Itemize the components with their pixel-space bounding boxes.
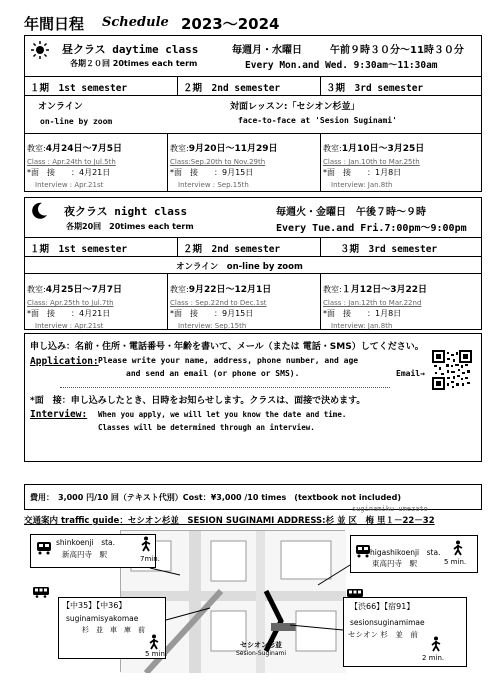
day-days: 毎週月・水曜日 xyxy=(232,45,302,56)
class-dates-en: Class : Jan.10th to Mar.25th xyxy=(323,158,420,166)
interview-date: *面 接 ：4月21日 xyxy=(27,168,111,177)
night-online: オンライン on-line by zoom xyxy=(176,262,303,272)
class-dates: 4月24日～7月5日 xyxy=(45,144,123,154)
station-1-walk: 7min. xyxy=(140,555,160,563)
class-dates-en: Class : Apr.24th to Jul.5th xyxy=(27,158,116,166)
bus-stop-1-walk: 5 min. xyxy=(145,650,168,658)
interview-date: *面 接 ：1月8日 xyxy=(323,168,402,177)
day-online-label: オンライン xyxy=(38,102,83,112)
day-time: 午前９時３０分～11時３０分 xyxy=(330,45,464,56)
interview-date: *面 接 ：1月8日 xyxy=(323,309,402,318)
page-subtitle: Schedule xyxy=(102,15,169,30)
class-dates: 9月20日～11月29日 xyxy=(188,144,278,154)
night-term-1-label: １期 1st semester xyxy=(30,244,128,255)
apply-text-en-1: Please write your name, address, phone number, and age xyxy=(98,356,359,365)
night-count: 各期20回 20times each term xyxy=(66,222,194,231)
station-1-jp: 新高円寺 駅 xyxy=(62,550,107,559)
interview-date: *面 接 ：9月15日 xyxy=(170,168,254,177)
interview-text-en-1: When you apply, we will let you know the date and time. xyxy=(98,410,347,419)
page-years: 2023～2024 xyxy=(181,15,280,33)
station-2-walk: 5 min. xyxy=(444,558,467,566)
day-term-3-label: ３期 3rd semester xyxy=(326,83,424,94)
bus-stop-2-en: sesionsuginamimae xyxy=(350,618,425,627)
station-1-en: shinkoenji sta. xyxy=(56,538,116,547)
classroom-label: 教室: xyxy=(323,144,342,153)
day-title: 昼クラス daytime class xyxy=(62,43,199,56)
class-dates: 9月22日～12月1日 xyxy=(188,285,272,295)
map-label: セシオン杉並 xyxy=(240,641,282,649)
classroom-label: 教室: xyxy=(170,144,189,153)
interview-jp: *面 接：申し込みしたとき、日時をお知らせします。クラスは、面接で決めます。 xyxy=(30,396,366,406)
interview-date-en: Interview: Sep.15th xyxy=(178,322,247,330)
bus-stop-1-jp: 杉 並 車 庫 前 xyxy=(82,626,145,634)
interview-date-en: Interview : Apr.21st xyxy=(35,181,104,189)
interview-date-en: Interview : Sep.15th xyxy=(178,181,249,189)
apply-text-en-2: and send an email (or phone or SMS). xyxy=(126,369,300,378)
interview-date-en: Interview: Jan.8th xyxy=(331,181,393,189)
interview-date-en: Interview : Apr.21st xyxy=(35,322,104,330)
bus-stop-2-walk: 2 min. xyxy=(422,654,445,662)
bus-stop-2-code: 【渋66】【宿91】 xyxy=(350,602,415,611)
interview-date: *面 接 ：9月15日 xyxy=(170,309,254,318)
interview-date-en: Interview: Jan.8th xyxy=(331,322,393,330)
day-f2f-en: face-to-face at 'Sesion Suginami' xyxy=(238,116,397,125)
class-dates: 1月10日～3月25日 xyxy=(341,144,425,154)
email-arrow-label: Email→ xyxy=(396,369,425,378)
station-2-en: higashikoenji sta. xyxy=(370,548,441,557)
page-title: 年間日程 xyxy=(24,15,85,33)
bus-stop-2-jp: セシオン 杉 並 前 xyxy=(348,630,418,639)
address-ruby: suginamiku umezato xyxy=(352,505,428,513)
bus-stop-1-en: suginamisyakomae xyxy=(66,614,139,623)
class-dates: １月12日～3月22日 xyxy=(341,285,428,295)
class-dates-en: Class : Jan.12th to Mar.22nd xyxy=(323,299,422,307)
class-dates-en: Class : Sep.22nd to Dec.1st xyxy=(170,299,267,307)
classroom-label: 教室: xyxy=(27,285,46,294)
interview-date: *面 接 ：4月21日 xyxy=(27,309,111,318)
night-title: 夜クラス night class xyxy=(64,205,188,218)
classroom-label: 教室: xyxy=(323,285,342,294)
class-dates-en: Class: Apr.25th to Jul.7th xyxy=(27,299,114,307)
classroom-label: 教室: xyxy=(170,285,189,294)
night-days: 毎週火・金曜日 午後７時～９時 xyxy=(276,207,426,218)
apply-label-en: Application: xyxy=(30,356,99,367)
classroom-label: 教室: xyxy=(27,144,46,153)
class-dates: 4月25日～7月7日 xyxy=(45,285,123,295)
class-dates-en: Class:Sep.20th to Nov.29th xyxy=(170,158,266,166)
traffic-title: 交通案内 traffic guide：セシオン杉並 SESION SUGINAMI ADDRESS:杉 並 区 梅 里１－22－32 xyxy=(24,516,435,526)
day-days-en: Every Mon.and Wed. 9:30am～11:30am xyxy=(245,60,438,71)
fee-text: 費用： 3,000 円/10 回（テキスト代別）Cost：¥3,000 /10 times (textbook not included) xyxy=(30,493,401,502)
bus-stop-1-code: 【中35】【中36】 xyxy=(62,601,127,610)
day-f2f-label: 対面レッスン:「セシオン杉並」 xyxy=(230,102,360,112)
map-label-en: Sesion-Suginami xyxy=(236,650,287,657)
station-2-jp: 東高円寺 駅 xyxy=(372,559,417,568)
interview-text-en-2: Classes will be determined through an interview. xyxy=(98,423,315,432)
night-term-3-label: ３期 3rd semester xyxy=(340,244,438,255)
day-count: 各期２０回 20times each term xyxy=(70,59,198,68)
night-term-2-label: ２期 2nd semester xyxy=(183,244,281,255)
apply-jp: 申し込み：名前・住所・電話番号・年齢を書いて、メール（または 電話・SMS）してください。 xyxy=(30,342,424,352)
day-term-1-label: １期 1st semester xyxy=(30,83,128,94)
day-online-en: on-line by zoom xyxy=(40,117,113,126)
interview-label-en: Interview: xyxy=(30,409,88,420)
day-term-2-label: ２期 2nd semester xyxy=(183,83,281,94)
night-days-en: Every Tue.and Fri.7:00pm～9:00pm xyxy=(276,223,467,234)
